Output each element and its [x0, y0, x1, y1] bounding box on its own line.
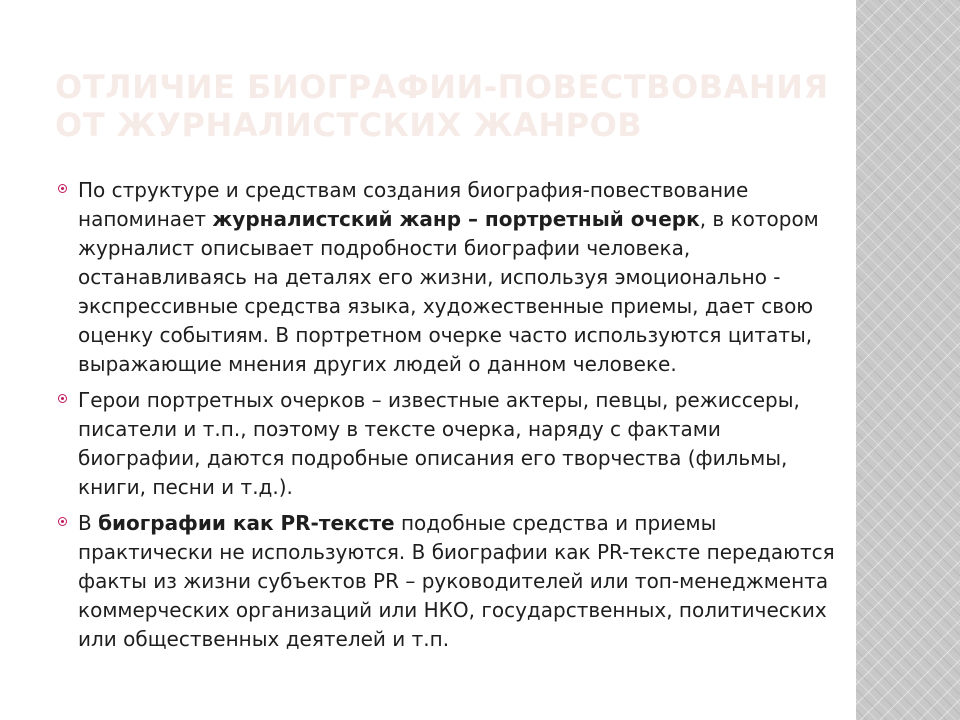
bullet-item-2 — [58, 386, 838, 502]
bullet-icon — [58, 517, 67, 526]
bullet-icon — [58, 394, 67, 403]
bullet-item-1 — [58, 176, 838, 379]
bullet-3-text-start: В — [78, 511, 99, 535]
bullet-item-3 — [58, 509, 838, 654]
decorative-side-panel — [856, 0, 960, 720]
bullet-3-text-end: подобные средства и приемы практически не используются. В биографии как PR-тексте передаются факты из жизни субъектов PR – руководителей или топ-менеджмента коммерческих организаций или НКО, государственных, политических или общественных деятелей и т.п. — [78, 511, 835, 651]
bullet-2-text: Герои портретных очерков – известные актеры, певцы, режиссеры, писатели и т.п., поэтому в тексте очерка, наряду с фактами биографии, даются подробные описания его творчества (фильмы, книги, песни и т.д.). — [78, 388, 800, 499]
bullet-3-bold-text: биографии как PR-тексте — [98, 511, 395, 535]
slide-title-line-1: ОТЛИЧИЕ БИОГРАФИИ-ПОВЕСТВОВАНИЯ — [55, 68, 829, 106]
bullet-1-text-end: , в котором журналист описывает подробности биографии человека, останавливаясь на деталях его жизни, используя эмоционально - экспрессивные средства языка, художественные приемы, дает свою оценку событиям. В портретном очерке часто используются цитаты, выражающие мнения других людей о данном человеке. — [78, 207, 819, 376]
slide-title — [55, 68, 835, 144]
bullet-1-bold-text: журналистский жанр – портретный очерк — [212, 207, 700, 231]
slide-title-line-2: ОТ ЖУРНАЛИСТСКИХ ЖАНРОВ — [55, 106, 643, 144]
bullet-1-text-start: По структуре и средствам создания биография-повествование напоминает — [78, 178, 749, 231]
bullet-icon — [58, 184, 67, 193]
bullet-list — [58, 176, 838, 661]
